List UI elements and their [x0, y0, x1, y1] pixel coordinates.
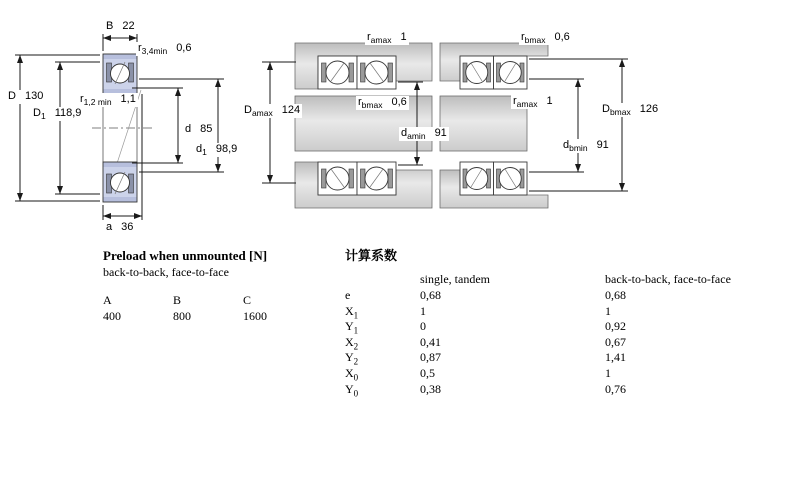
factor-row: $X_0$ 0,5 1: [345, 365, 611, 383]
dim-label-a: a 36: [106, 221, 134, 233]
preload-col-header: C: [243, 293, 252, 307]
dim-label-D: D 130: [8, 90, 44, 102]
preload-value: 400: [103, 309, 121, 323]
dim-Damax: [262, 62, 296, 183]
dim-label-rbmax-mid: $r_{bmax}$ 0,6: [358, 96, 407, 111]
dim-D: [15, 55, 100, 201]
dim-label-rbmax-right: $r_{bmax}$ 0,6: [521, 31, 570, 46]
dim-label-Damax: $D_{amax}$ 124: [244, 104, 301, 119]
dim-d: [132, 88, 183, 163]
dim-label-Dbmax: $D_{bmax}$ 126: [602, 103, 659, 118]
preload-value: 1600: [243, 309, 267, 323]
paired-arrangement-a: [262, 43, 432, 208]
dim-label-d: d 85: [185, 123, 213, 135]
right-dimension-lines: [529, 59, 628, 191]
factors-col1-header: single, tandem: [420, 272, 490, 286]
factors-title: 计算系数: [345, 248, 398, 263]
dim-label-ramax-mid: $r_{amax}$ 1: [367, 31, 407, 46]
factor-row: $Y_2$ 0,87 1,41: [345, 350, 626, 367]
factors-header-row: [345, 271, 795, 288]
preload-col-header: A: [103, 293, 112, 307]
dim-label-B: B 22: [106, 20, 135, 32]
calculation-factors-section: [345, 248, 795, 397]
preload-subtitle: back-to-back, face-to-face: [103, 265, 229, 279]
paired-arrangement-b: [440, 43, 628, 208]
dim-label-ramax-right: $r_{amax}$ 1: [513, 95, 553, 110]
dim-dbmin: [529, 79, 584, 172]
preload-section: [103, 248, 353, 324]
dim-label-damin: $d_{amin}$ 91: [401, 127, 447, 142]
dim-B: [103, 34, 137, 51]
preload-col-header: B: [173, 293, 182, 307]
dim-label-d1: $d_1$ 98,9: [196, 143, 238, 158]
preload-value: 800: [173, 309, 191, 323]
factor-row: $Y_0$ 0,38 0,76: [345, 381, 626, 398]
factor-row: $X_2$ 0,41 0,67: [345, 334, 626, 352]
preload-title: Preload when unmounted [N]: [103, 248, 268, 263]
dim-label-r34min: $r_{3,4min}$ 0,6: [138, 42, 192, 57]
factor-row: $X_1$ 1 1: [345, 303, 611, 320]
factor-row: e 0,68 0,68: [345, 288, 626, 302]
preload-table: [103, 292, 353, 324]
single-bearing-drawing: [92, 54, 153, 202]
factor-row: $Y_1$ 0 0,92: [345, 319, 626, 336]
dim-label-D1: $D_1$ 118,9: [33, 107, 82, 122]
factors-col2-header: back-to-back, face-to-face: [605, 272, 731, 286]
dim-label-r12min: $r_{1,2 min}$ 1,1: [80, 93, 136, 108]
dim-label-dbmin: $d_{bmin}$ 91: [563, 139, 609, 154]
